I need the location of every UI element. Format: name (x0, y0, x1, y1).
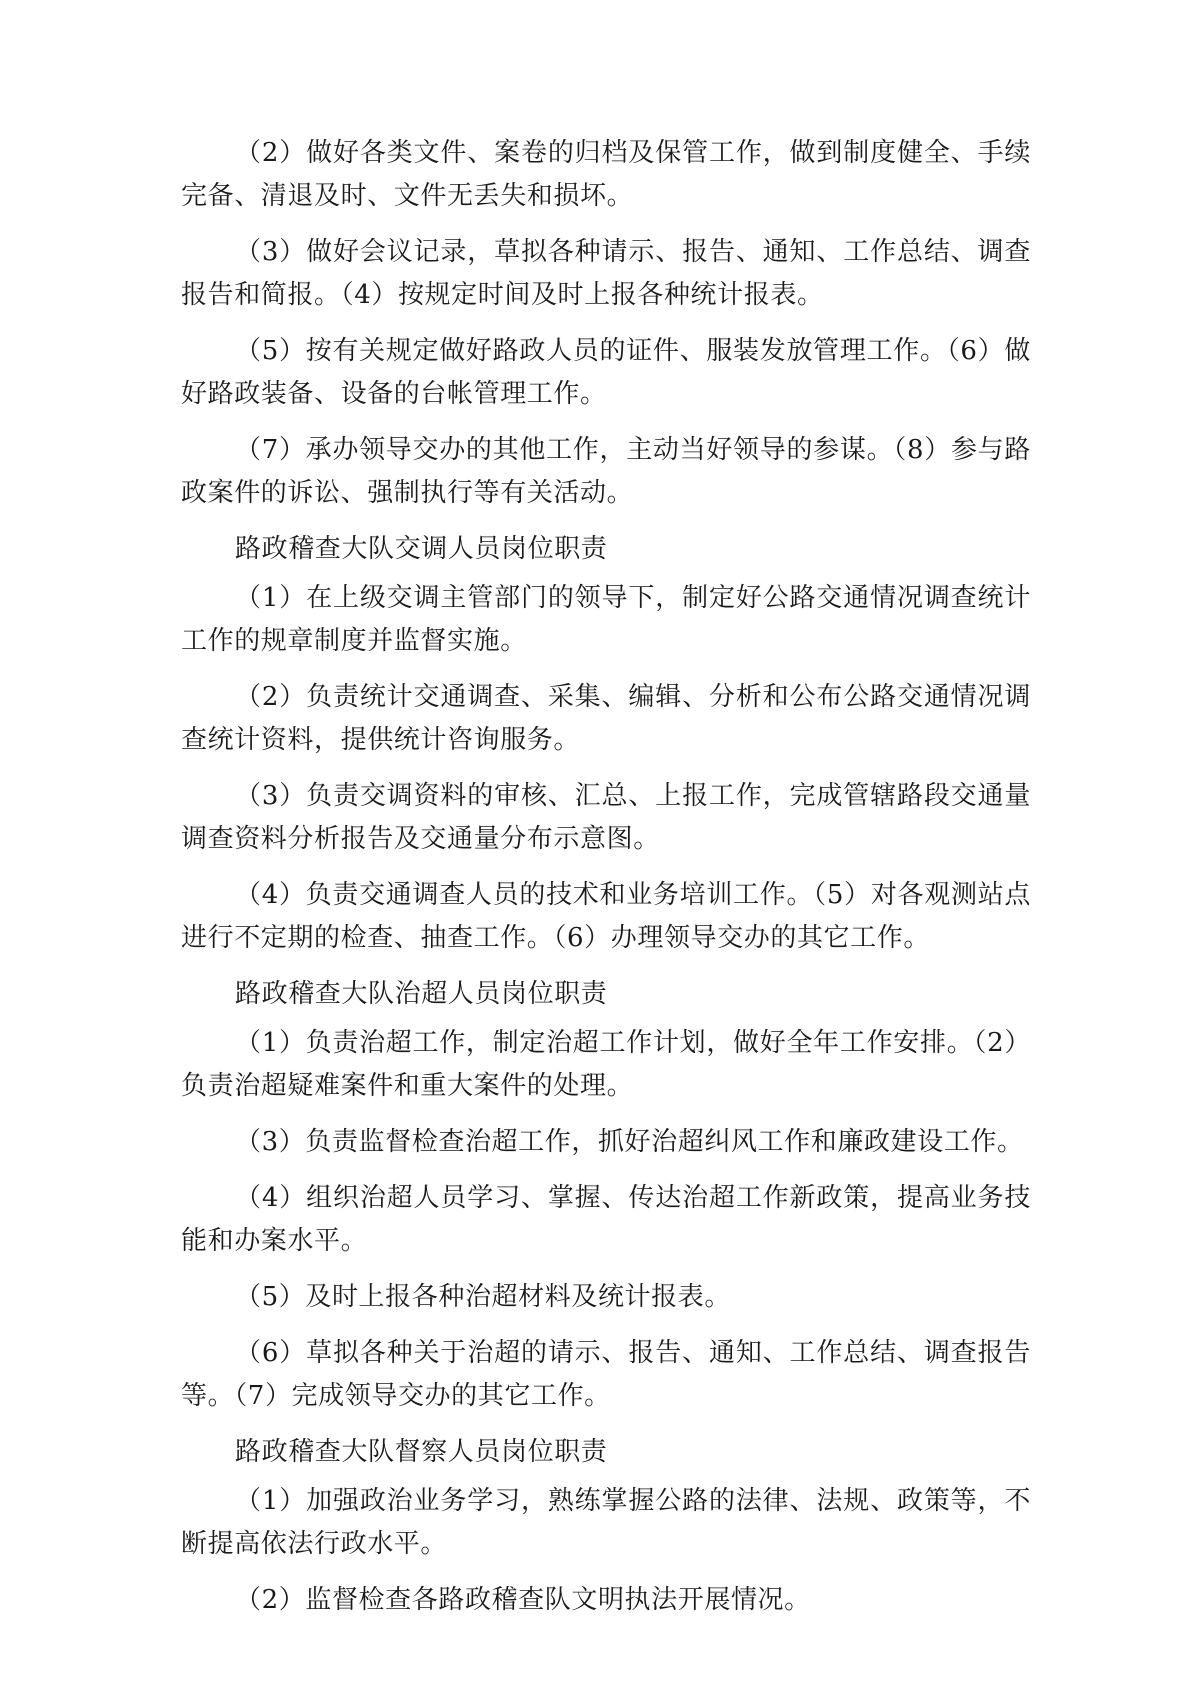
paragraph-overload-study: （4）组织治超人员学习、掌握、传达治超工作新政策，提高业务技能和办案水平。 (181, 1183, 1031, 1256)
paragraph-archive-duties: （2）做好各类文件、案卷的归档及保管工作，做到制度健全、手续完备、清退及时、文件无丢失和损坏。 (181, 138, 1031, 211)
paragraph-traffic-training: （4）负责交通调查人员的技术和业务培训工作。（5）对各观测站点进行不定期的检查、抽查工作。（6）办理领导交办的其它工作。 (181, 880, 1031, 953)
paragraph-overload-supervision: （3）负责监督检查治超工作，抓好治超纠风工作和廉政建设工作。 (235, 1127, 1024, 1157)
paragraph-overload-reports: （5）及时上报各种治超材料及统计报表。 (235, 1282, 731, 1312)
paragraph-leader-tasks: （7）承办领导交办的其他工作，主动当好领导的参谋。（8）参与路政案件的诉讼、强制执行等有关活动。 (181, 435, 1031, 508)
paragraph-meeting-records: （3）做好会议记录，草拟各种请示、报告、通知、工作总结、调查报告和简报。（4）按规定时间及时上报各种统计报表。 (181, 237, 1031, 310)
section-heading-inspection: 路政稽查大队督察人员岗位职责 (235, 1437, 608, 1467)
paragraph-traffic-statistics: （2）负责统计交通调查、采集、编辑、分析和公布公路交通情况调查统计资料，提供统计咨询服务。 (181, 682, 1031, 755)
paragraph-traffic-rules: （1）在上级交调主管部门的领导下，制定好公路交通情况调查统计工作的规章制度并监督实施。 (181, 583, 1031, 656)
section-heading-traffic-survey: 路政稽查大队交调人员岗位职责 (235, 534, 608, 564)
section-heading-overload: 路政稽查大队治超人员岗位职责 (235, 979, 608, 1009)
paragraph-overload-drafting: （6）草拟各种关于治超的请示、报告、通知、工作总结、调查报告等。（7）完成领导交办的其它工作。 (181, 1338, 1031, 1411)
paragraph-traffic-review: （3）负责交调资料的审核、汇总、上报工作，完成管辖路段交通量调查资料分析报告及交通量分布示意图。 (181, 781, 1031, 854)
paragraph-certificates: （5）按有关规定做好路政人员的证件、服装发放管理工作。（6）做好路政装备、设备的台帐管理工作。 (181, 336, 1031, 409)
paragraph-overload-plan: （1）负责治超工作，制定治超工作计划，做好全年工作安排。（2）负责治超疑难案件和重大案件的处理。 (181, 1028, 1031, 1101)
document-body (181, 132, 1031, 1635)
paragraph-inspection-supervision: （2）监督检查各路政稽查队文明执法开展情况。 (235, 1585, 811, 1615)
paragraph-inspection-study: （1）加强政治业务学习，熟练掌握公路的法律、法规、政策等，不断提高依法行政水平。 (181, 1486, 1031, 1559)
